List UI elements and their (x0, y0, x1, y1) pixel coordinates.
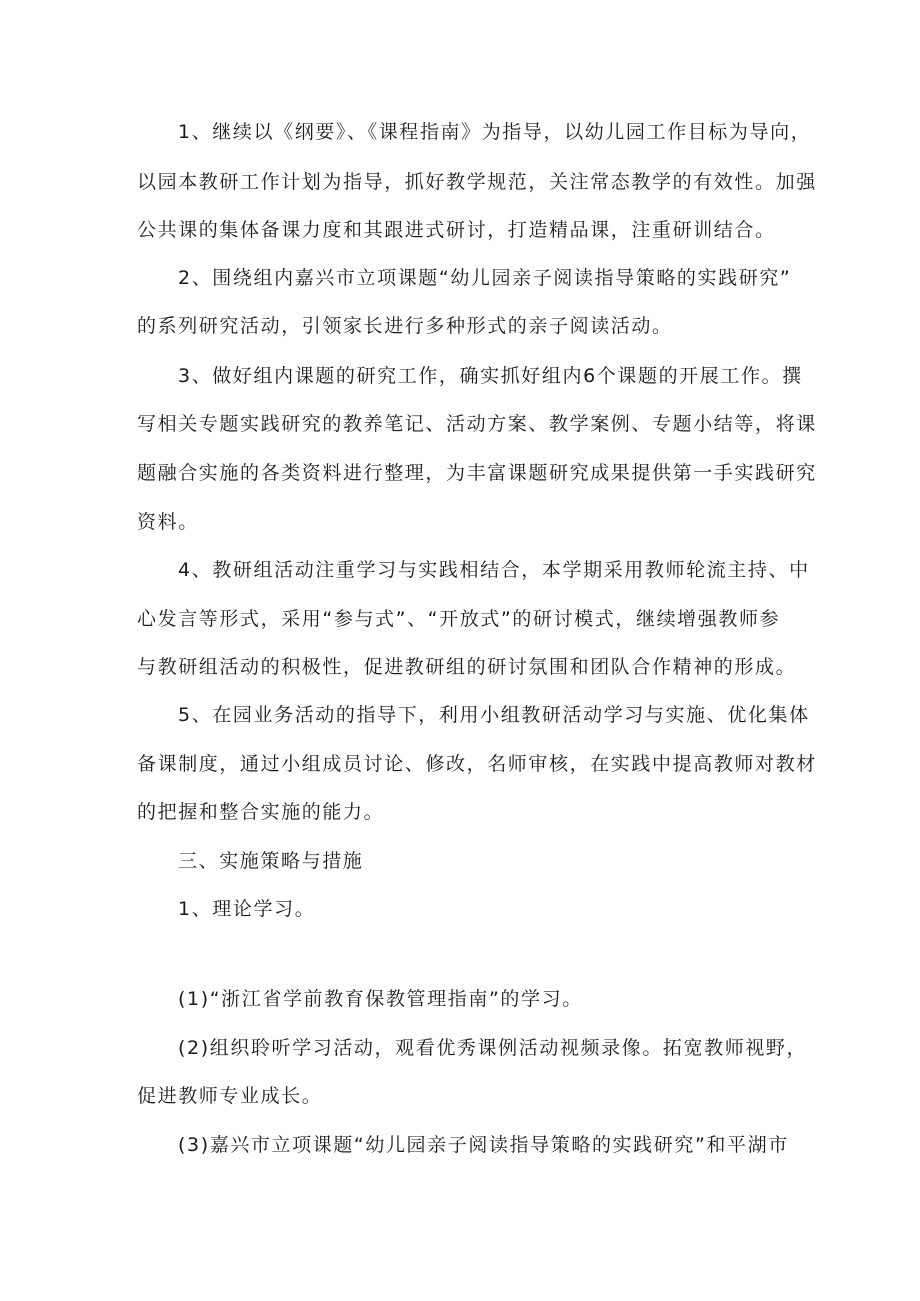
item-4-line-3: 与教研组活动的积极性，促进教研组的研讨氛围和团队合作精神的形成。 (137, 656, 797, 678)
item-1-line-2: 以园本教研工作计划为指导，抓好教学规范，关注常态教学的有效性。加强 (137, 171, 817, 193)
item-3-line-1: 3、做好组内课题的研究工作，确实抓好组内6个课题的开展工作。撰 (178, 365, 803, 387)
item-5-line-2: 备课制度，通过小组成员讨论、修改，名师审核，在实践中提高教师对教材 (137, 753, 817, 775)
sub-item-2-line-1: (2)组织聆听学习活动，观看优秀课例活动视频录像。拓宽教师视野， (178, 1037, 808, 1059)
section-heading: 三、实施策略与措施 (178, 850, 364, 872)
item-1-line-1: 1、继续以《纲要》、《课程指南》为指导，以幼儿园工作目标为导向， (178, 121, 812, 143)
item-4-line-2: 心发言等形式，采用“参与式”、“开放式”的研讨模式，继续增强教师参 (137, 608, 781, 630)
item-2-line-1: 2、围绕组内嘉兴市立项课题“幼儿园亲子阅读指导策略的实践研究” (178, 267, 792, 289)
item-2-line-2: 的系列研究活动，引领家长进行多种形式的亲子阅读活动。 (137, 315, 673, 337)
item-3-line-4: 资料。 (137, 511, 199, 533)
item-5-line-3: 的把握和整合实施的能力。 (137, 801, 385, 823)
sub-item-1-line-1: (1)“浙江省学前教育保教管理指南”的学习。 (178, 988, 583, 1010)
sub-item-2-line-2: 促进教师专业成长。 (137, 1085, 323, 1107)
item-4-line-1: 4、教研组活动注重学习与实践相结合，本学期采用教师轮流主持、中 (178, 559, 810, 581)
sub-heading: 1、理论学习。 (178, 898, 316, 920)
item-3-line-2: 写相关专题实践研究的教养笔记、活动方案、教学案例、专题小结等，将课 (137, 413, 817, 435)
item-1-line-3: 公共课的集体备课力度和其跟进式研讨，打造精品课，注重研训结合。 (137, 219, 776, 241)
item-5-line-1: 5、在园业务活动的指导下，利用小组教研活动学习与实施、优化集体 (178, 704, 810, 726)
item-3-line-3: 题融合实施的各类资料进行整理，为丰富课题研究成果提供第一手实践研究 (137, 462, 817, 484)
sub-item-3-line-1: (3)嘉兴市立项课题“幼儿园亲子阅读指导策略的实践研究”和平湖市 (178, 1134, 789, 1156)
